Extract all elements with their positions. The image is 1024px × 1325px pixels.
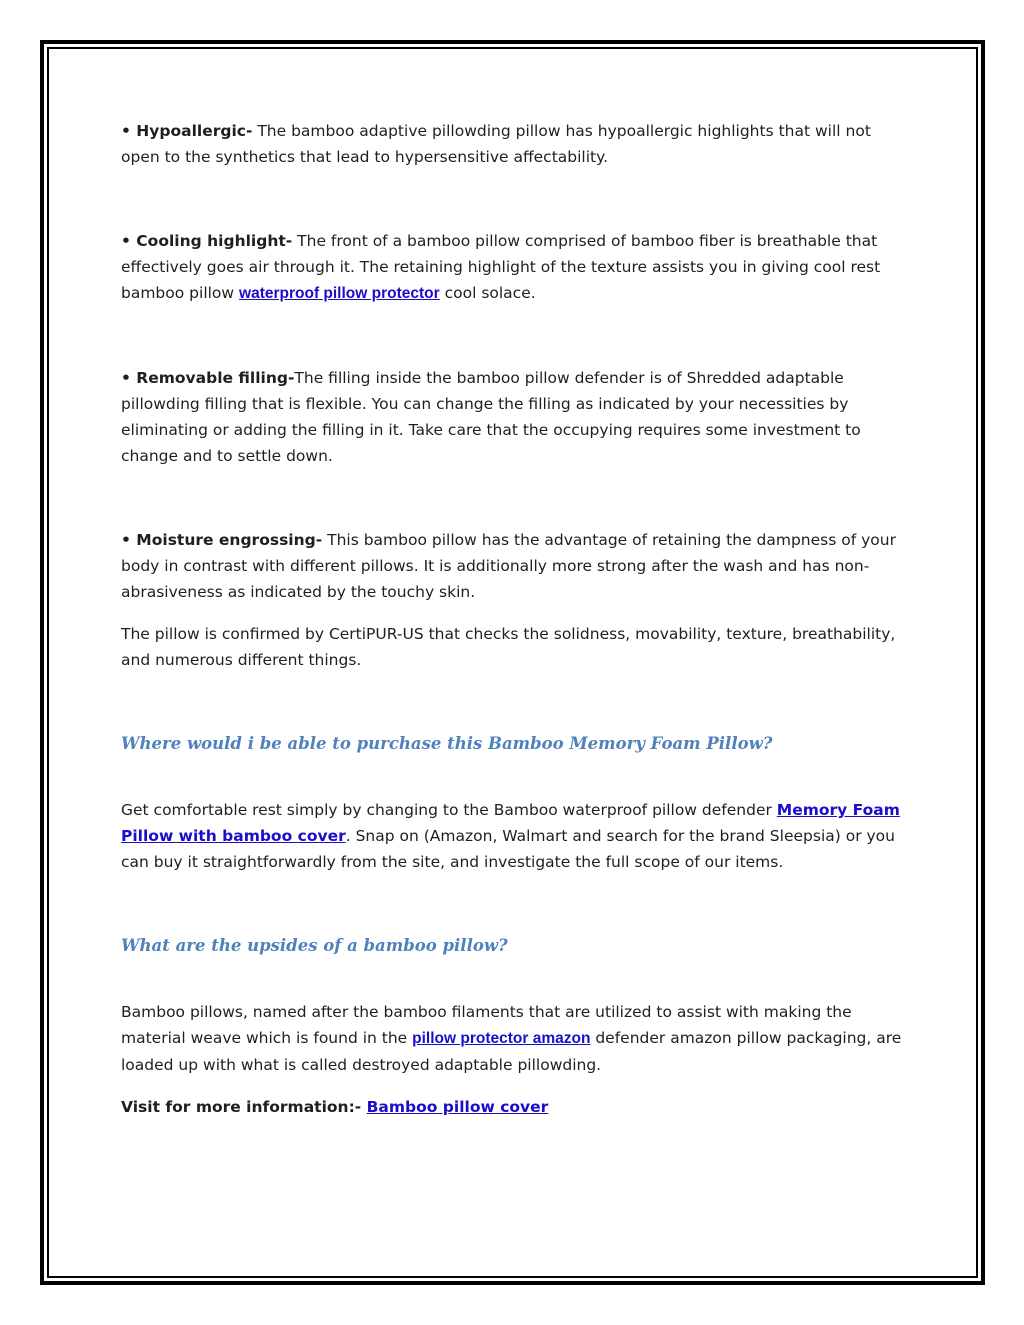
- footer-visit-line: [121, 1094, 906, 1120]
- bullet-removable-filling: [121, 365, 906, 469]
- section-heading-purchase: Where would i be able to purchase this Bamboo Memory Foam Pillow?: [121, 734, 773, 753]
- purchase-paragraph: [121, 797, 906, 875]
- pillow-protector-amazon-link[interactable]: pillow protector amazon: [412, 1030, 591, 1047]
- bullet-title: • Removable filling-: [121, 369, 295, 387]
- bullet-text: The front of a bamboo pillow comprised of bamboo fiber is breathable that effectively goes air through it. The retaining highlight of the texture assists you in giving cool rest bamboo pillow: [121, 232, 881, 302]
- bullet-title: • Moisture engrossing-: [121, 531, 323, 549]
- bullet-cooling-highlight: [121, 228, 906, 307]
- paragraph-text: Get comfortable rest simply by changing to the Bamboo waterproof pillow defender: [121, 801, 777, 819]
- memory-foam-pillow-link[interactable]: Memory Foam Pillow with bamboo cover: [121, 801, 900, 845]
- bullet-title: • Hypoallergic-: [121, 122, 253, 140]
- bullet-text: The bamboo adaptive pillowding pillow has hypoallergic highlights that will not open to the synthetics that lead to hypersensitive affectability.: [121, 122, 871, 166]
- bullet-title: • Cooling highlight-: [121, 232, 293, 250]
- bullet-hypoallergic: [121, 118, 906, 170]
- bullet-text: The filling inside the bamboo pillow defender is of Shredded adaptable pillowding filling that is flexible. You can change the filling as indicated by your necessities by eliminating or adding the filling in it. Take care that the occupying requires some investment to change and to settle down.: [121, 369, 861, 465]
- waterproof-pillow-protector-link[interactable]: waterproof pillow protector: [239, 285, 440, 302]
- bamboo-pillow-cover-link[interactable]: Bamboo pillow cover: [366, 1098, 549, 1116]
- bullet-text-after-link: cool solace.: [439, 284, 536, 302]
- paragraph-text-after-link: . Snap on (Amazon, Walmart and search for the brand Sleepsia) or you can buy it straightforwardly from the site, and investigate the full scope of our items.: [121, 827, 895, 871]
- bullet-moisture-engrossing: [121, 527, 906, 605]
- section-heading-upsides: What are the upsides of a bamboo pillow?: [121, 936, 508, 955]
- paragraph-text: Bamboo pillows, named after the bamboo filaments that are utilized to assist with making the material weave which is found in the: [121, 1003, 852, 1047]
- upsides-paragraph: [121, 999, 906, 1078]
- paragraph-text-after-link: defender amazon pillow packaging, are loaded up with what is called destroyed adaptable pillowding.: [121, 1029, 902, 1074]
- bullet-text: This bamboo pillow has the advantage of retaining the dampness of your body in contrast with different pillows. It is additionally more strong after the wash and has non-abrasiveness as indicated by the touchy skin.: [121, 531, 896, 601]
- document-content: [121, 118, 906, 1120]
- footer-label: Visit for more information:-: [121, 1098, 367, 1116]
- certification-paragraph: The pillow is confirmed by CertiPUR-US that checks the solidness, movability, texture, breathability, and numerous different things.: [121, 625, 896, 669]
